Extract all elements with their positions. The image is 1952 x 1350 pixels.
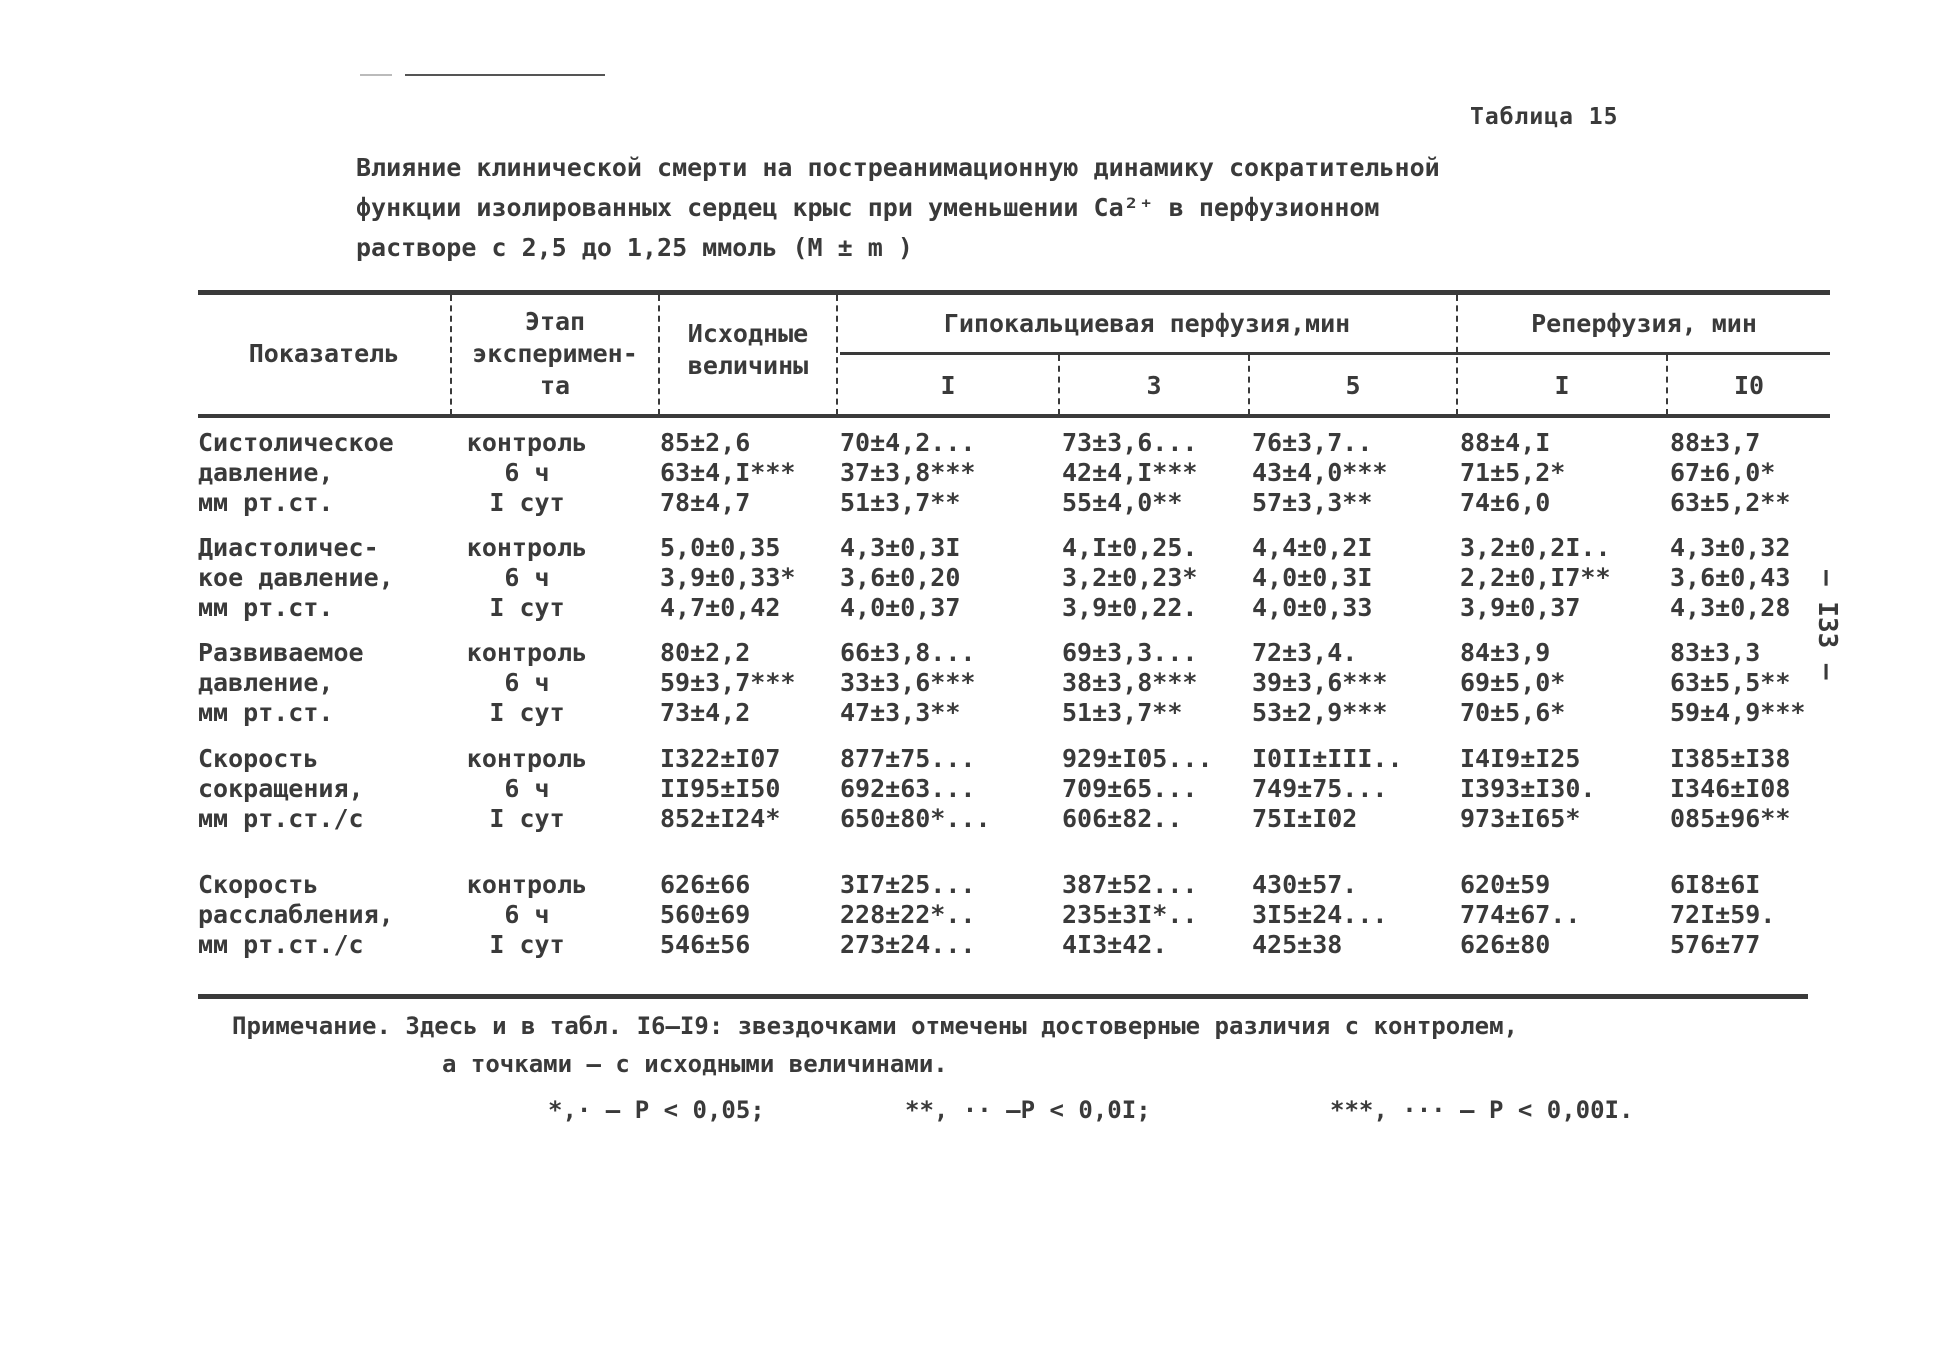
indicator-line: мм рт.ст. [198,488,334,517]
table-label: Таблица 15 [1470,104,1619,130]
indicator-line: давление, [198,668,334,697]
cell-value: 3,2±0,23* [1062,563,1198,592]
cell-value: 273±24... [840,930,976,959]
cell-value: 774±67.. [1460,900,1581,929]
cell-reperf-10 [1670,638,1830,728]
cell-value: 63±4,I*** [660,458,796,487]
row-stages [452,638,602,728]
cell-reperf-10 [1670,744,1830,834]
cell-value: 4,0±0,33 [1252,593,1373,622]
cell-reperf-1 [1460,638,1666,728]
cell-value: 4,3±0,32 [1670,533,1791,562]
cell-initial [660,744,836,834]
cell-hypo-1 [840,870,1058,960]
table-bottom-rule [198,994,1808,999]
cell-value: 70±5,6* [1460,698,1566,727]
row-indicator [198,870,394,960]
cell-initial [660,428,836,518]
header-bottom-rule [198,414,1830,418]
cell-value: 39±3,6*** [1252,668,1388,697]
cell-value: 626±66 [660,870,751,899]
header-hypo: Гипокальциевая перфузия,мин [943,309,1351,338]
cell-value: 5,0±0,35 [660,533,781,562]
indicator-line: сокращения, [198,774,364,803]
stage-label: контроль [466,428,588,457]
cell-value: 3,9±0,33* [660,563,796,592]
header-hypo-col-5: 5 [1345,371,1361,400]
cell-value: 4,4±0,2I [1252,533,1373,562]
cell-value: 387±52... [1062,870,1198,899]
cell-value: 929±I05... [1062,744,1213,773]
cell-initial [660,870,836,960]
cell-value: 59±4,9*** [1670,698,1806,727]
cell-value: 74±6,0 [1460,488,1551,517]
stage-label: I сут [489,593,565,622]
cell-value: 71±5,2* [1460,458,1566,487]
row-indicator [198,533,394,623]
page-number: – I33 – [1812,570,1842,680]
indicator-line: Развиваемое [198,638,364,667]
header-reperf-col-1: I [1554,371,1570,400]
cell-value: 560±69 [660,900,751,929]
indicator-line: Диастоличес- [198,533,379,562]
cell-value: I385±I38 [1670,744,1791,773]
header-reperf: Реперфузия, мин [1531,309,1757,338]
cell-value: 576±77 [1670,930,1761,959]
cell-value: 852±I24* [660,804,781,833]
stage-label: контроль [466,638,588,667]
table-caption [356,148,1656,268]
cell-hypo-3 [1062,428,1248,518]
indicator-line: мм рт.ст./с [198,804,364,833]
cell-value: 430±57. [1252,870,1358,899]
header-reperf-col-10: I0 [1733,371,1765,400]
cell-hypo-1 [840,638,1058,728]
cell-value: I322±I07 [660,744,781,773]
stage-label: I сут [489,698,565,727]
indicator-line: Систолическое [198,428,394,457]
stage-label: контроль [466,533,588,562]
cell-value: 37±3,8*** [840,458,976,487]
cell-value: 67±6,0* [1670,458,1776,487]
indicator-line: расслабления, [198,900,394,929]
cell-value: 626±80 [1460,930,1551,959]
header-initial: Исходные величины [687,319,809,380]
caption-line: растворе с 2,5 до 1,25 ммоль (M ± m ) [356,233,913,262]
cell-value: 650±80*... [840,804,991,833]
cell-value: 72I±59. [1670,900,1776,929]
caption-line: функции изолированных сердец крыс при уменьшении Ca²⁺ в перфузионном [356,193,1380,222]
cell-value: 085±96** [1670,804,1791,833]
indicator-line: мм рт.ст./с [198,930,364,959]
cell-value: 63±5,2** [1670,488,1791,517]
cell-hypo-1 [840,533,1058,623]
header-indicator: Показатель [248,339,400,368]
cell-value: 4,0±0,3I [1252,563,1373,592]
cell-value: 80±2,2 [660,638,751,667]
cell-value: 53±2,9*** [1252,698,1388,727]
indicator-line: кое давление, [198,563,394,592]
stage-label: 6 ч [504,774,550,803]
cell-value: 51±3,7** [840,488,961,517]
row-indicator [198,744,364,834]
cell-value: II95±I50 [660,774,781,803]
cell-value: 620±59 [1460,870,1551,899]
cell-value: 3I5±24... [1252,900,1388,929]
stage-label: 6 ч [504,900,550,929]
stage-label: 6 ч [504,458,550,487]
cell-value: 4,I±0,25. [1062,533,1198,562]
stage-label: I сут [489,930,565,959]
stage-label: контроль [466,744,588,773]
cell-value: 235±3I*.. [1062,900,1198,929]
cell-hypo-3 [1062,533,1248,623]
note-line-2: а точками – с исходными величинами. [442,1050,948,1078]
indicator-line: Скорость [198,870,319,899]
cell-value: 88±3,7 [1670,428,1761,457]
cell-value: 88±4,I [1460,428,1551,457]
cell-value: 3,6±0,43 [1670,563,1791,592]
cell-value: 84±3,9 [1460,638,1551,667]
note-p001: ***, ··· – P < 0,00I. [1330,1096,1634,1124]
note-p05: *,· – P < 0,05; [548,1096,765,1124]
note-p01: **, ·· –P < 0,0I; [905,1096,1151,1124]
row-stages [452,428,602,518]
cell-hypo-1 [840,428,1058,518]
cell-value: 749±75... [1252,774,1388,803]
cell-value: 4,3±0,28 [1670,593,1791,622]
cell-value: 75I±I02 [1252,804,1358,833]
cell-value: 4,3±0,3I [840,533,961,562]
row-stages [452,744,602,834]
cell-value: 38±3,8*** [1062,668,1198,697]
cell-value: 73±3,6... [1062,428,1198,457]
cell-value: 3,2±0,2I.. [1460,533,1611,562]
cell-value: 546±56 [660,930,751,959]
cell-reperf-1 [1460,533,1666,623]
indicator-line: мм рт.ст. [198,593,334,622]
cell-value: I346±I08 [1670,774,1791,803]
cell-value: 43±4,0*** [1252,458,1388,487]
cell-value: I4I9±I25 [1460,744,1581,773]
row-stages [452,533,602,623]
cell-hypo-5 [1252,428,1456,518]
cell-hypo-1 [840,744,1058,834]
cell-reperf-10 [1670,428,1830,518]
stage-label: 6 ч [504,668,550,697]
header-hypo-col-3: 3 [1146,371,1162,400]
cell-value: 42±4,I*** [1062,458,1198,487]
cell-value: 606±82.. [1062,804,1183,833]
cell-value: 83±3,3 [1670,638,1761,667]
cell-value: 85±2,6 [660,428,751,457]
cell-initial [660,533,836,623]
cell-reperf-1 [1460,744,1666,834]
cell-value: 709±65... [1062,774,1198,803]
cell-value: 425±38 [1252,930,1343,959]
cell-value: 51±3,7** [1062,698,1183,727]
cell-value: 228±22*.. [840,900,976,929]
table-top-rule [198,290,1830,295]
cell-value: 2,2±0,I7** [1460,563,1611,592]
cell-hypo-3 [1062,638,1248,728]
cell-value: 33±3,6*** [840,668,976,697]
cell-value: 877±75... [840,744,976,773]
cell-value: 66±3,8... [840,638,976,667]
row-indicator [198,638,364,728]
cell-reperf-10 [1670,870,1830,960]
indicator-line: мм рт.ст. [198,698,334,727]
cell-value: 3,9±0,22. [1062,593,1198,622]
row-stages [452,870,602,960]
cell-value: 78±4,7 [660,488,751,517]
cell-hypo-5 [1252,744,1456,834]
group-subheader-rule [840,352,1830,355]
cell-reperf-10 [1670,533,1830,623]
cell-hypo-5 [1252,870,1456,960]
cell-value: 4,7±0,42 [660,593,781,622]
indicator-line: Скорость [198,744,319,773]
cell-value: 57±3,3** [1252,488,1373,517]
indicator-line: давление, [198,458,334,487]
cell-reperf-1 [1460,870,1666,960]
stage-label: I сут [489,804,565,833]
cell-value: 69±3,3... [1062,638,1198,667]
cell-value: 63±5,5** [1670,668,1791,697]
cell-value: 6I8±6I [1670,870,1761,899]
cell-value: 4,0±0,37 [840,593,961,622]
cell-value: 4I3±42. [1062,930,1168,959]
cell-hypo-3 [1062,744,1248,834]
scan-rule [405,74,605,76]
cell-value: I0II±III.. [1252,744,1403,773]
cell-value: 76±3,7.. [1252,428,1373,457]
caption-line: Влияние клинической смерти на постреанимационную динамику сократительной [356,153,1440,182]
row-indicator [198,428,394,518]
cell-value: 692±63... [840,774,976,803]
cell-initial [660,638,836,728]
cell-hypo-3 [1062,870,1248,960]
cell-value: 55±4,0** [1062,488,1183,517]
header-stage: Этап эксперимен- та [472,307,638,400]
cell-value: 3,6±0,20 [840,563,961,592]
stage-label: 6 ч [504,563,550,592]
cell-value: 69±5,0* [1460,668,1566,697]
cell-hypo-5 [1252,638,1456,728]
note-line-1: Примечание. Здесь и в табл. I6–I9: звездочками отмечены достоверные различия с контролем, [232,1012,1518,1040]
cell-value: 59±3,7*** [660,668,796,697]
cell-value: 3,9±0,37 [1460,593,1581,622]
cell-value: I393±I30. [1460,774,1596,803]
stage-label: I сут [489,488,565,517]
cell-value: 973±I65* [1460,804,1581,833]
cell-value: 3I7±25... [840,870,976,899]
cell-reperf-1 [1460,428,1666,518]
cell-value: 47±3,3** [840,698,961,727]
cell-value: 72±3,4. [1252,638,1358,667]
cell-value: 73±4,2 [660,698,751,727]
stage-label: контроль [466,870,588,899]
cell-value: 70±4,2... [840,428,976,457]
header-hypo-col-1: I [940,371,956,400]
cell-hypo-5 [1252,533,1456,623]
scan-mark [360,74,392,76]
